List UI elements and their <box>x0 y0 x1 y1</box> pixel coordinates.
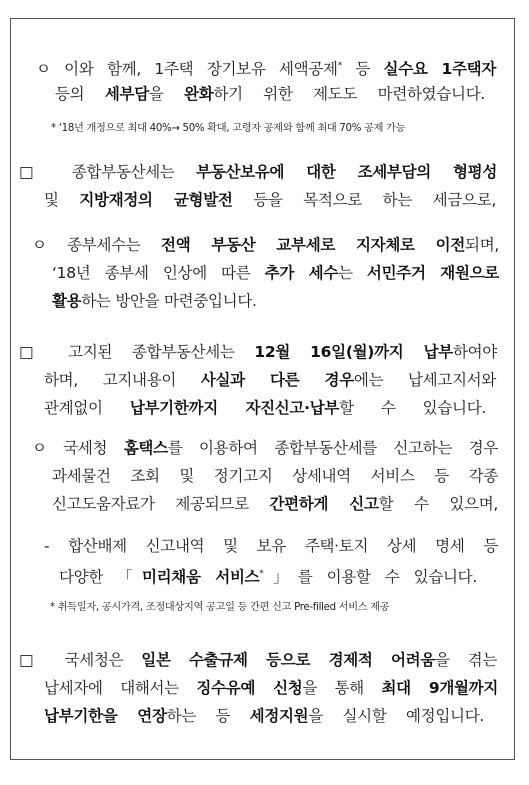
footnote-1: * ‘18년 개정으로 최대 40%→ 50% 확대, 고령자 공제와 함께 최대 70% 공제 가능 <box>51 123 406 134</box>
footnote-2: * 취득일자, 공시가격, 조정대상지역 공고일 등 간편 신고 Pre-filled 서비스 제공 <box>50 602 390 613</box>
paragraph-3-line-3: 활용하는 방안을 마련중입니다. <box>52 292 257 310</box>
paragraph-7-line-2: 납세자에 대해서는 징수유예 신청을 통해 최대 9개월까지 <box>44 679 499 697</box>
paragraph-4-line-1: □ 고지된 종합부동산세는 12월 16일(월)까지 납부하여야 <box>19 343 497 361</box>
paragraph-3-line-1: ㅇ 종부세수는 전액 부동산 교부세로 지자체로 이전되며, <box>32 236 500 254</box>
paragraph-1-line-2: 등의 세부담을 완화하기 위한 제도도 마련하였습니다. <box>55 85 485 103</box>
paragraph-1-line-1: ㅇ 이와 함께, 1주택 장기보유 세액공제* 등 실수요 1주택자 <box>36 60 497 79</box>
paragraph-5-line-1: ㅇ 국세청 홈택스를 이용하여 종합부동산세를 신고하는 경우 <box>32 439 498 457</box>
paragraph-6-line-1: - 합산배제 신고내역 및 보유 주택·토지 상세 명세 등 <box>44 537 498 555</box>
paragraph-7-line-3: 납부기한을 연장하는 등 세정지원을 실시할 예정입니다. <box>44 707 484 725</box>
paragraph-6-line-2: 다양한 「미리채움 서비스*」를 이용할 수 있습니다. <box>59 568 477 587</box>
paragraph-7-line-1: □ 국세청은 일본 수출규제 등으로 경제적 어려움을 겪는 <box>19 651 497 669</box>
paragraph-5-line-2: 과세물건 조회 및 정기고지 상세내역 서비스 등 각종 <box>52 467 498 485</box>
paragraph-5-line-3: 신고도움자료가 제공되므로 간편하게 신고할 수 있으며, <box>52 495 498 513</box>
paragraph-3-line-2: ‘18년 종부세 인상에 따른 추가 세수는 서민주거 재원으로 <box>52 264 499 282</box>
paragraph-2-line-2: 및 지방재정의 균형발전 등을 목적으로 하는 세금으로, <box>44 191 496 209</box>
paragraph-2-line-1: □ 종합부동산세는 부동산보유에 대한 조세부담의 형평성 <box>19 163 497 181</box>
paragraph-4-line-2: 하며, 고지내용이 사실과 다른 경우에는 납세고지서와 <box>44 371 497 389</box>
paragraph-4-line-3: 관계없이 납부기한까지 자진신고·납부할 수 있습니다. <box>44 399 487 417</box>
